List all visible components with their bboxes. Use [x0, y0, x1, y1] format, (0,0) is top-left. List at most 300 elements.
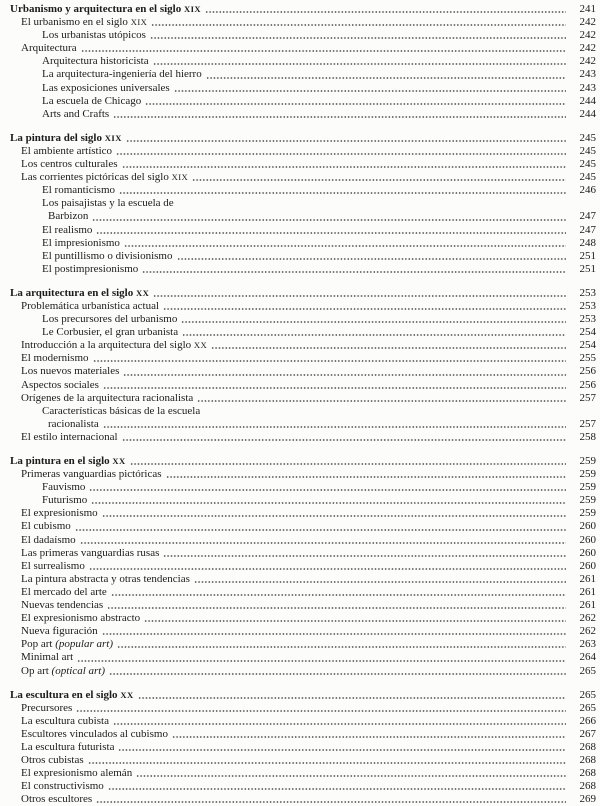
toc-entry	[10, 300, 596, 313]
toc-entry	[10, 494, 596, 507]
label-text: Los urbanistas utópicos	[42, 29, 146, 42]
label-text: La escuela de Chicago	[42, 94, 142, 107]
toc-entry	[10, 741, 596, 754]
toc-entry-label	[21, 573, 190, 586]
toc-page-number: 268	[579, 767, 596, 780]
label-text: (optical art)	[51, 664, 106, 677]
toc-entry-label	[48, 210, 88, 223]
toc-entry-label	[42, 82, 170, 95]
toc-page-number: 246	[579, 184, 596, 197]
dotted-leader	[150, 29, 566, 42]
label-text: racionalista	[48, 417, 99, 430]
toc-entry-label	[21, 534, 76, 547]
century-numeral: XIX	[130, 17, 148, 28]
toc-entry-label	[42, 55, 149, 68]
toc-entry-label	[42, 184, 115, 197]
dotted-leader	[80, 534, 566, 547]
toc-page-number: 256	[579, 378, 596, 391]
toc-page-number: 266	[579, 714, 596, 727]
toc-entry-label	[21, 352, 89, 365]
century-numeral: XIX	[171, 172, 189, 183]
toc-page-number: 245	[579, 158, 596, 171]
toc-entry	[10, 793, 596, 806]
label-text: El urbanismo en el siglo	[21, 16, 131, 29]
dotted-leader	[118, 741, 566, 754]
toc-entry	[10, 287, 596, 300]
toc-section	[10, 287, 596, 444]
label-text: Fauvismo	[42, 481, 86, 494]
toc-page-number: 251	[579, 249, 596, 262]
label-text: Los nuevos materiales	[21, 365, 120, 378]
toc-page-number: 261	[579, 585, 596, 598]
toc-entry	[10, 702, 596, 715]
toc-entry	[10, 455, 596, 468]
toc-page-number: 242	[579, 29, 596, 42]
toc-entry	[10, 379, 596, 392]
dotted-leader	[96, 224, 566, 237]
toc-entry-label	[21, 586, 107, 599]
toc-entry	[10, 418, 596, 431]
toc-entry-label	[42, 481, 85, 494]
toc-entry-label	[42, 250, 173, 263]
toc-entry-label	[21, 547, 159, 560]
toc-entry	[10, 468, 596, 481]
toc-page-number: 242	[579, 55, 596, 68]
century-numeral: XIX	[183, 4, 202, 14]
toc-entry-label	[21, 520, 71, 533]
century-numeral: XX	[135, 287, 150, 298]
toc-entry	[10, 82, 596, 95]
toc-page-number: 268	[579, 780, 596, 793]
toc-entry-label	[21, 665, 105, 678]
dotted-leader	[103, 379, 566, 392]
label-text: El romanticismo	[42, 184, 116, 197]
label-text: El postimpresionismo	[42, 262, 139, 275]
label-text: Problemática urbanística actual	[21, 299, 160, 312]
toc-entry-label	[10, 455, 126, 468]
label-text: Otros cubistas	[21, 754, 84, 767]
toc-page-number: 259	[579, 507, 596, 520]
label-text: El impresionismo	[42, 236, 120, 249]
label-text: Minimal art	[21, 651, 74, 664]
toc-page-number: 258	[579, 430, 596, 443]
dotted-leader	[163, 547, 566, 560]
toc-entry-label	[21, 507, 98, 520]
dotted-leader	[81, 42, 566, 55]
toc-page-number: 253	[579, 299, 596, 312]
dotted-leader	[163, 300, 566, 313]
dotted-leader	[116, 145, 566, 158]
dotted-leader	[138, 689, 566, 702]
label-text: El surrealismo	[21, 559, 85, 572]
toc-page-number: 243	[579, 68, 596, 81]
toc-entry-label	[21, 339, 207, 352]
toc-entry	[10, 612, 596, 625]
toc-entry	[10, 405, 596, 418]
toc-entry	[10, 365, 596, 378]
toc-page-number: 247	[579, 210, 596, 223]
toc-entry	[10, 392, 596, 405]
toc-entry	[10, 339, 596, 352]
toc-page-number: 243	[579, 81, 596, 94]
dotted-leader	[113, 715, 566, 728]
toc-entry-label	[10, 287, 149, 300]
dotted-leader	[92, 210, 566, 223]
label-text: Precursores	[21, 701, 73, 714]
dotted-leader	[172, 728, 566, 741]
dotted-leader	[206, 68, 566, 81]
toc-entry	[10, 638, 596, 651]
toc-entry	[10, 145, 596, 158]
toc-page-number: 253	[579, 286, 596, 299]
toc-page-number: 254	[579, 326, 596, 339]
toc-entry-label	[42, 405, 200, 418]
label-text: La escultura cubista	[21, 714, 109, 727]
dotted-leader	[89, 560, 566, 573]
label-text: El cubismo	[21, 520, 71, 533]
toc-section	[10, 3, 596, 121]
dotted-leader	[153, 287, 566, 300]
label-text: El expresionismo alemán	[21, 767, 133, 780]
dotted-leader	[177, 250, 567, 263]
toc-entry-label	[42, 263, 138, 276]
toc-entry-label	[42, 494, 87, 507]
label-text: Características básicas de la escuela	[42, 404, 201, 417]
toc-page-number: 257	[579, 417, 596, 430]
toc-entry	[10, 651, 596, 664]
toc-page-number: 265	[579, 688, 596, 701]
toc-entry	[10, 29, 596, 42]
label-text: El estilo internacional	[21, 430, 118, 443]
dotted-leader	[102, 625, 566, 638]
toc-page-number: 261	[579, 572, 596, 585]
label-text: Escultores vinculados al cubismo	[21, 727, 168, 740]
century-numeral: XX	[120, 689, 134, 700]
dotted-leader	[142, 263, 566, 276]
toc-entry	[10, 210, 596, 223]
label-text: Aspectos sociales	[21, 378, 99, 391]
toc-page-number: 265	[579, 701, 596, 714]
toc-entry	[10, 431, 596, 444]
toc-entry-label	[21, 599, 103, 612]
dotted-leader	[153, 55, 566, 68]
dotted-leader	[144, 612, 566, 625]
dotted-leader	[122, 158, 566, 171]
toc-entry-label	[21, 145, 112, 158]
toc-entry	[10, 16, 596, 29]
toc-entry	[10, 560, 596, 573]
toc-page-number: 259	[579, 468, 596, 481]
label-text: Urbanismo y arquitectura en el siglo	[10, 3, 184, 15]
dotted-leader	[122, 431, 566, 444]
dotted-leader	[77, 651, 566, 664]
label-text: Nuevas tendencias	[21, 599, 104, 612]
toc-entry-label	[21, 767, 132, 780]
toc-entry	[10, 132, 596, 145]
toc-page-number: 253	[579, 313, 596, 326]
toc-entry-label	[21, 379, 99, 392]
dotted-leader	[123, 365, 566, 378]
dotted-leader	[117, 638, 566, 651]
label-text: La escultura futurista	[21, 740, 115, 753]
dotted-leader	[194, 573, 566, 586]
dotted-leader	[197, 392, 566, 405]
toc-entry	[10, 625, 596, 638]
label-text: Barbizon	[48, 210, 89, 223]
toc-entry	[10, 184, 596, 197]
toc-page-number: 260	[579, 520, 596, 533]
toc-entry	[10, 481, 596, 494]
toc-entry-label	[42, 108, 109, 121]
toc-page-number: 262	[579, 625, 596, 638]
dotted-leader	[205, 3, 566, 16]
dotted-leader	[130, 455, 566, 468]
toc-entry	[10, 715, 596, 728]
dotted-leader	[103, 418, 566, 431]
toc-entry	[10, 599, 596, 612]
toc-entry-label	[21, 431, 118, 444]
dotted-leader	[109, 665, 566, 678]
dotted-leader	[166, 468, 566, 481]
toc-page-number: 268	[579, 754, 596, 767]
toc-section	[10, 132, 596, 276]
toc-entry-label	[42, 313, 177, 326]
toc-page-number: 269	[579, 793, 596, 806]
toc-page-number: 245	[579, 144, 596, 157]
dotted-leader	[76, 702, 566, 715]
toc-entry	[10, 326, 596, 339]
toc-entry	[10, 665, 596, 678]
label-text: El expresionismo abstracto	[21, 612, 141, 625]
century-numeral: XX	[112, 456, 126, 466]
label-text: La pintura en el siglo	[10, 455, 113, 467]
toc-entry-label	[21, 754, 84, 767]
toc-entry	[10, 520, 596, 533]
toc-entry-label	[21, 728, 168, 741]
toc-page-number: 255	[579, 352, 596, 365]
toc-entry	[10, 68, 596, 81]
dotted-leader	[93, 352, 566, 365]
label-text: Orígenes de la arquitectura racionalista	[21, 391, 194, 404]
toc-entry	[10, 158, 596, 171]
label-text: Las exposiciones universales	[42, 81, 170, 94]
toc-entry-label	[21, 365, 119, 378]
toc-entry-label	[42, 197, 174, 210]
toc-page-number: 245	[579, 171, 596, 184]
dotted-leader	[91, 494, 566, 507]
toc-section	[10, 455, 596, 678]
toc-page-number: 261	[579, 599, 596, 612]
label-text: El expresionismo	[21, 507, 98, 520]
label-text: El modernismo	[21, 352, 89, 365]
toc-entry	[10, 224, 596, 237]
toc-page-number: 254	[579, 339, 596, 352]
toc-entry	[10, 197, 596, 210]
toc-entry-label	[21, 625, 98, 638]
dotted-leader	[181, 313, 566, 326]
toc-entry	[10, 534, 596, 547]
dotted-leader	[111, 586, 566, 599]
toc-section	[10, 689, 596, 806]
toc-page-number: 256	[579, 365, 596, 378]
toc-entry-label	[42, 68, 202, 81]
toc-page-number: 268	[579, 740, 596, 753]
toc-entry-label	[21, 158, 118, 171]
label-text: La pintura abstracta y otras tendencias	[21, 572, 190, 585]
dotted-leader	[107, 599, 566, 612]
label-text: El mercado del arte	[21, 585, 107, 598]
toc-page-number: 260	[579, 559, 596, 572]
toc-entry-label	[21, 42, 77, 55]
toc-entry	[10, 250, 596, 263]
dotted-leader	[126, 132, 566, 145]
toc-entry-label	[42, 95, 141, 108]
toc-page-number: 263	[579, 638, 596, 651]
toc-entry	[10, 573, 596, 586]
toc-page-number: 259	[579, 481, 596, 494]
toc-entry	[10, 547, 596, 560]
label-text: Otros escultores	[21, 793, 93, 806]
label-text: Op art	[21, 664, 52, 677]
toc-entry	[10, 42, 596, 55]
dotted-leader	[124, 237, 566, 250]
label-text: El realismo	[42, 223, 93, 236]
toc-page-number: 247	[579, 223, 596, 236]
toc-entry	[10, 55, 596, 68]
toc-entry	[10, 780, 596, 793]
label-text: Arquitectura	[21, 42, 77, 55]
label-text: Introducción a la arquitectura del siglo	[21, 339, 194, 352]
label-text: Los precursores del urbanismo	[42, 313, 178, 326]
toc-entry-label	[10, 689, 134, 702]
toc-page-number: 245	[579, 131, 596, 144]
toc-page-number: 262	[579, 612, 596, 625]
dotted-leader	[119, 184, 566, 197]
toc-page-number: 265	[579, 664, 596, 677]
toc-entry-label	[10, 132, 122, 145]
toc-entry	[10, 313, 596, 326]
toc-entry	[10, 586, 596, 599]
toc-entry-label	[21, 638, 113, 651]
toc-entry-label	[21, 560, 85, 573]
dotted-leader	[182, 326, 566, 339]
toc-entry	[10, 754, 596, 767]
label-text: La arquitectura en el siglo	[10, 286, 136, 299]
toc-page-number: 242	[579, 42, 596, 55]
toc-page-number: 267	[579, 727, 596, 740]
toc-entry-label	[21, 793, 92, 806]
label-text: El puntillismo o divisionismo	[42, 249, 173, 262]
dotted-leader	[96, 793, 566, 806]
toc-entry-label	[21, 741, 114, 754]
toc-page-number: 251	[579, 262, 596, 275]
label-text: El dadaísmo	[21, 533, 76, 546]
toc-entry-label	[21, 468, 162, 481]
label-text: Arquitectura historicista	[42, 55, 149, 68]
toc-entry-label	[21, 715, 109, 728]
label-text: Pop art	[21, 638, 56, 651]
toc-page-number: 260	[579, 533, 596, 546]
toc-entry	[10, 3, 596, 16]
label-text: Primeras vanguardias pictóricas	[21, 468, 162, 481]
toc-entry	[10, 728, 596, 741]
dotted-leader	[108, 780, 566, 793]
toc-entry-label	[42, 237, 120, 250]
label-text: Futurismo	[42, 494, 88, 507]
toc-page-number: 241	[579, 3, 596, 15]
toc-entry	[10, 237, 596, 250]
dotted-leader	[192, 171, 566, 184]
label-text: La escultura en el siglo	[10, 688, 121, 701]
label-text: Los paisajistas y la escuela de	[42, 197, 174, 210]
label-text: El constructivismo	[21, 780, 104, 793]
toc-page-number: 264	[579, 651, 596, 664]
toc-page-number: 260	[579, 546, 596, 559]
toc-entry-label	[21, 16, 147, 29]
toc-page-number: 257	[579, 391, 596, 404]
label-text: Las primeras vanguardias rusas	[21, 546, 160, 559]
label-text: Los centros culturales	[21, 158, 118, 171]
century-numeral: XIX	[104, 132, 122, 143]
toc-entry	[10, 95, 596, 108]
dotted-leader	[136, 767, 566, 780]
label-text: Arts and Crafts	[42, 107, 110, 120]
toc-entry-label	[21, 612, 140, 625]
toc-entry-label	[10, 3, 201, 16]
toc-entry-label	[42, 224, 92, 237]
toc-entry	[10, 767, 596, 780]
toc-entry-label	[21, 171, 188, 184]
dotted-leader	[174, 82, 566, 95]
toc-page-number: 244	[579, 107, 596, 120]
toc-entry-label	[21, 702, 72, 715]
toc-page-number: 242	[579, 16, 596, 29]
toc-page-number: 259	[579, 455, 596, 467]
label-text: El ambiente artístico	[21, 144, 113, 157]
label-text: (popular art)	[55, 638, 113, 651]
label-text: Le Corbusier, el gran urbanista	[42, 326, 179, 339]
dotted-leader	[88, 754, 566, 767]
dotted-leader	[145, 95, 566, 108]
toc-entry	[10, 507, 596, 520]
toc-entry-label	[48, 418, 99, 431]
toc-page-number: 259	[579, 494, 596, 507]
toc-page-number: 248	[579, 236, 596, 249]
toc-entry-label	[21, 300, 159, 313]
century-numeral: XX	[193, 340, 208, 351]
dotted-leader	[113, 108, 566, 121]
toc-entry	[10, 352, 596, 365]
label-text: Las corrientes pictóricas del siglo	[21, 171, 172, 184]
label-text: La arquitectura-ingeniería del hierro	[42, 68, 202, 81]
toc-entry	[10, 263, 596, 276]
toc-entry-label	[42, 326, 178, 339]
label-text: La pintura del siglo	[10, 131, 105, 144]
toc-entry-label	[21, 780, 104, 793]
toc-entry	[10, 689, 596, 702]
label-text: Nueva figuración	[21, 625, 98, 638]
toc-entry	[10, 108, 596, 121]
dotted-leader	[211, 339, 566, 352]
dotted-leader	[89, 481, 566, 494]
toc-entry-label	[42, 29, 146, 42]
toc-entry-label	[21, 651, 73, 664]
toc-page-number: 244	[579, 94, 596, 107]
toc-entry	[10, 171, 596, 184]
dotted-leader	[151, 16, 566, 29]
dotted-leader	[102, 507, 566, 520]
dotted-leader	[75, 520, 566, 533]
